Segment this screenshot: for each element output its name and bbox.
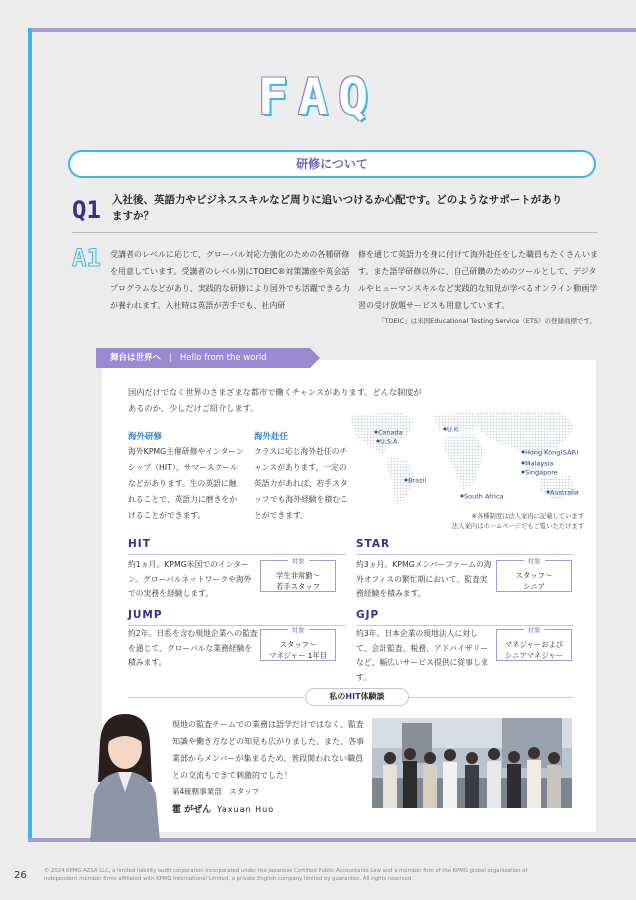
staff-name-roman: Yaxuan Huo: [217, 805, 275, 814]
staff-name: [172, 802, 274, 815]
answer-label: A1: [72, 244, 101, 272]
overseas-assignment-title: 海外赴任: [254, 432, 289, 442]
divider: [128, 697, 304, 698]
program-star-target-1: スタッフ～: [515, 571, 553, 580]
map-label-hongkong: Hong Kong(SAR): [525, 448, 579, 457]
page-number: 26: [14, 870, 27, 881]
program-star-desc: 約3ヵ月。KPMGメンバーファームの海外オフィスの繁忙期において、監査実務経験を積みます。: [356, 560, 492, 598]
frame-top-line: [28, 28, 636, 32]
staff-portrait: [82, 712, 168, 842]
program-hit-target-1: 学生非常勤～: [276, 571, 320, 580]
program-jump-target: [260, 626, 336, 661]
program-star-target-2: シニア: [523, 582, 545, 591]
map-label-uk: U.K.: [447, 425, 461, 434]
section-heading: 研修について: [68, 150, 596, 178]
target-label: 対象: [288, 557, 309, 565]
exp-pill-prefix: 私の: [329, 692, 346, 701]
map-label-australia: Australia: [550, 488, 579, 497]
overseas-training-title: 海外研修: [128, 432, 163, 442]
program-jump-name: JUMP: [128, 609, 163, 621]
frame-left-line: [28, 28, 32, 842]
world-tab-en: Hello from the world: [179, 353, 267, 363]
map-label-malaysia: Malaysia: [525, 459, 554, 468]
copyright: © 2024 KPMG AZSA LLC, a limited liability audit corporation incorporated under the Japanese Certified Public Accountants Law and a member firm of the KPMG global organization of independent member firms affiliated with KPMG International Limited, a private English company limited by guarantee. All rights reserved.: [44, 868, 528, 882]
question-label: Q1: [72, 196, 101, 224]
page-title: FAQ: [257, 68, 379, 126]
experience-text: 現地の監査チームでの業務は語学だけではなく、監査知識や働き方などの知見も広がりました。また、各事業部からメンバーが集まるため、普段関われない職員との交流もできて刺激的でした！: [172, 720, 364, 780]
world-tab-jp: 舞台は世界へ: [110, 353, 162, 363]
program-hit-target-2: 若手スタッフ: [276, 582, 320, 591]
program-star-name: STAR: [356, 538, 391, 550]
map-note-line2: 法人案内はホームページでもご覧いただけます: [451, 523, 584, 530]
target-label: 対象: [524, 626, 545, 634]
program-hit-desc: 約1ヵ月。KPMG米国でのインターン。グローバルネットワークや海外での実務を経験します。: [128, 560, 252, 598]
map-note: [452, 512, 584, 532]
program-hit-target: [260, 557, 336, 592]
trademark-note: 「TOEIC」は米国Educational Testing Service（ETS）の登録商標です。: [378, 317, 596, 325]
map-label-usa: U.S.A.: [380, 437, 400, 446]
divider: [408, 697, 574, 698]
map-label-singapore: Singapore: [525, 468, 558, 477]
program-gjp-desc: 約3年。日本企業の現地法人に対して、会計監査、税務、アドバイザリーなど、幅広いサービス提供に従事します。: [356, 629, 489, 682]
world-map: [345, 406, 590, 510]
target-label: 対象: [524, 557, 545, 565]
program-jump-target-2: マネジャー 1年目: [269, 651, 327, 660]
program-hit-name: HIT: [128, 538, 151, 550]
group-photo: [372, 718, 572, 808]
answer-text-col2: 修を通じて英語力を身に付けて海外赴任をした職員もたくさんいます。また語学研修以外に、自己研鑽のためのツールとして、デジタルやヒューマンスキルなど実践的な知見が学べるオンライン動画学習の受け放題サービスも用意しています。: [358, 250, 598, 310]
map-label-canada: Canada: [378, 428, 403, 437]
program-gjp-target-2: シニアマネジャー: [504, 651, 564, 660]
map-note-line1: ※各種制度は法人案内に記載しています: [471, 513, 584, 520]
program-jump-target-1: スタッフ～: [279, 640, 317, 649]
target-label: 対象: [288, 626, 309, 634]
program-gjp-target-1: マネジャーおよび: [504, 640, 564, 649]
program-gjp-name: GJP: [356, 609, 380, 621]
staff-department: 第4統轄事業部 スタッフ: [172, 787, 260, 796]
question-text: 入社後、英語力やビジネススキルなど周りに追いつけるか心配です。どのようなサポートがありますか？: [112, 194, 563, 222]
program-gjp-target: [496, 626, 572, 661]
program-star-target: [496, 557, 572, 592]
exp-pill-hl: HIT: [345, 692, 361, 701]
overseas-assignment-text: クラスに応じ海外赴任のチャンスがあります。一定の英語力があれば、若手スタッフでも海外経験を積むことができます。: [254, 447, 348, 520]
world-tab: [96, 348, 310, 368]
map-label-brazil: Brazil: [408, 476, 427, 485]
world-tab-sep: |: [169, 353, 172, 363]
experience-heading: [305, 688, 409, 706]
staff-name-jp: 霍 がぜん: [172, 805, 212, 815]
program-jump-desc: 約2年。日系を含む現地企業への監査を通じて、グローバルな業務経験を積みます。: [128, 629, 258, 667]
exp-pill-suffix: 体験談: [360, 692, 385, 701]
map-label-south-africa: South Africa: [464, 492, 504, 501]
answer-text-col1: 受講者のレベルに応じて、グローバル対応力強化のための各種研修を用意しています。受講者のレベル別にTOEIC®対策講座や英会話プログラムなどがあり、実践的な研修により国外でも活躍できる力が養われます。入社時は英語が苦手でも、社内研: [110, 250, 350, 310]
world-intro: 国内だけでなく世界のさまざまな都市で働くチャンスがあります。どんな制度があるのか、少しだけご紹介します。: [128, 387, 422, 413]
overseas-training-text: 海外KPMG主催研修やインターンシップ（HIT）、サマースクールなどがあります。生の英語に触れることで、英語力に磨きをかけることができます。: [128, 447, 244, 520]
divider: [72, 232, 598, 233]
